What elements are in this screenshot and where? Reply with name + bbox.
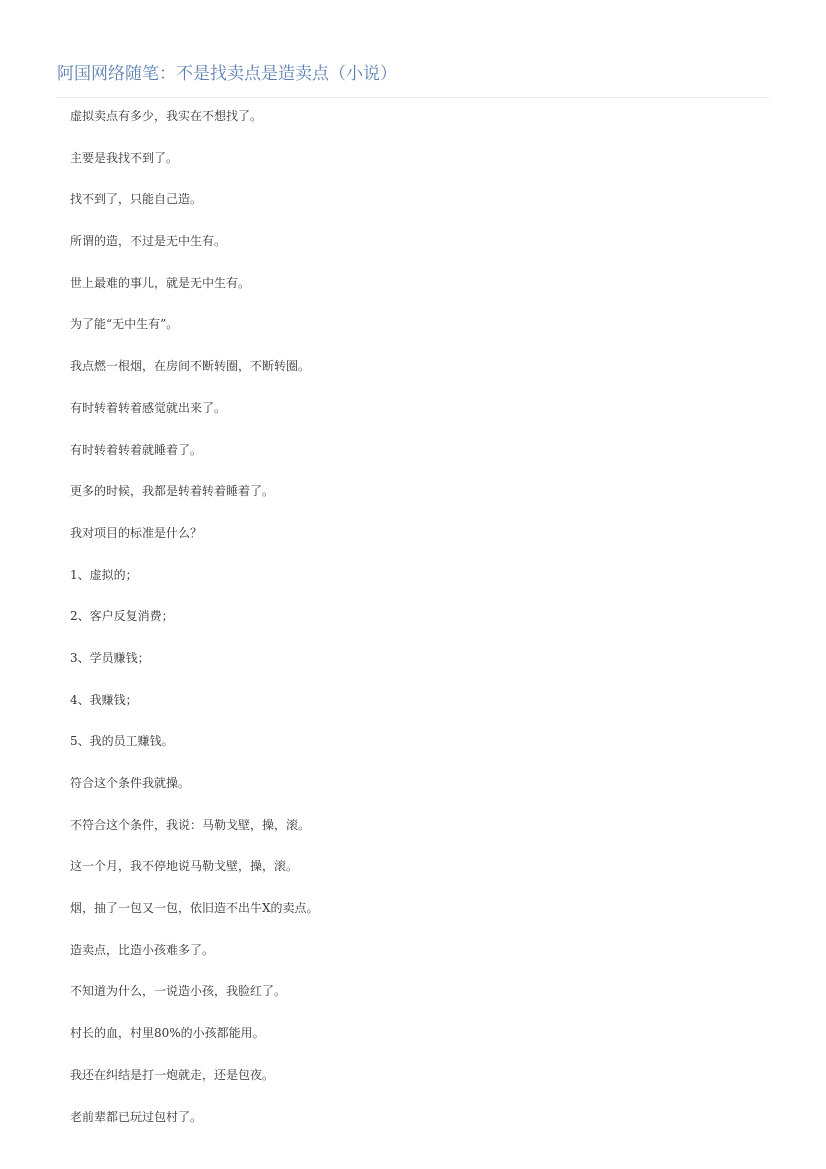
- paragraph: 世上最难的事儿，就是无中生有。: [70, 275, 251, 290]
- article-title: 阿国网络随笔：不是找卖点是造卖点（小说）: [57, 64, 397, 84]
- paragraph: 有时转着转着感觉就出来了。: [70, 400, 227, 415]
- paragraph: 村长的血，村里80%的小孩都能用。: [70, 1026, 265, 1041]
- paragraph: 造卖点，比造小孩难多了。: [70, 942, 215, 957]
- paragraph: 找不到了，只能自己造。: [70, 192, 203, 207]
- paragraph: 2、客户反复消费；: [70, 609, 174, 624]
- paragraph: 我还在纠结是打一炮就走，还是包夜。: [70, 1067, 275, 1082]
- paragraph: 5、我的员工赚钱。: [70, 734, 174, 749]
- paragraph: 虚拟卖点有多少，我实在不想找了。: [70, 109, 263, 123]
- paragraph: 4、我赚钱；: [70, 692, 138, 707]
- paragraph: 1、虚拟的；: [70, 567, 138, 582]
- paragraph: 烟，抽了一包又一包，依旧造不出牛X的卖点。: [70, 901, 319, 916]
- paragraph: 更多的时候，我都是转着转着睡着了。: [70, 484, 275, 499]
- article-body: [70, 106, 319, 1148]
- paragraph: 我对项目的标准是什么？: [70, 525, 203, 540]
- title-divider: [57, 97, 769, 98]
- paragraph: 3、学员赚钱；: [70, 650, 150, 665]
- paragraph: 不符合这个条件，我说：马勒戈壁，操，滚。: [70, 817, 311, 832]
- paragraph: 老前辈都已玩过包村了。: [70, 1109, 203, 1124]
- paragraph: 符合这个条件我就操。: [70, 776, 191, 790]
- paragraph: 所谓的造，不过是无中生有。: [70, 234, 227, 249]
- paragraph: 这一个月，我不停地说马勒戈壁，操，滚。: [70, 859, 299, 874]
- paragraph: 我点燃一根烟，在房间不断转圈，不断转圈。: [70, 359, 311, 374]
- paragraph: 有时转着转着就睡着了。: [70, 442, 203, 457]
- paragraph: 主要是我找不到了。: [70, 150, 179, 165]
- paragraph: 不知道为什么，一说造小孩，我脸红了。: [70, 984, 287, 999]
- paragraph: 为了能“无中生有”。: [70, 317, 179, 332]
